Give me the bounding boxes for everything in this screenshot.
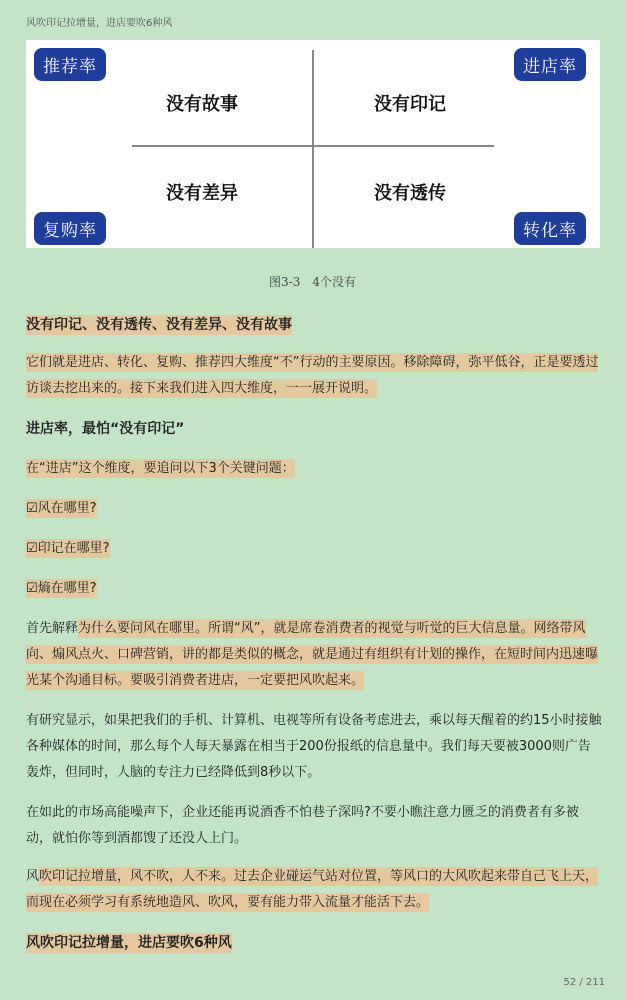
four-quadrant-figure: [26, 40, 600, 248]
checklist-item-wind-text: ☑风在哪里?: [26, 501, 97, 516]
checklist-item-entropy-text: ☑熵在哪里?: [26, 581, 97, 596]
quadrant-top-left: 没有故事: [166, 94, 238, 115]
checklist-item-entropy: [26, 576, 602, 602]
heading-four-nots: [26, 312, 602, 338]
heading-four-nots-text: 没有印记、没有透传、没有差异、没有故事: [26, 317, 292, 333]
vertical-divider: [312, 50, 314, 248]
paragraph-intro-text: 它们就是进店、转化、复购、推荐四大维度“不”行动的主要原因。移除障碍，弥平低谷，正是要透过访谈去挖出来的。接下来我们进入四大维度，一一展开说明。: [26, 355, 599, 396]
quadrant-bottom-left: 没有差异: [166, 183, 238, 204]
checklist-item-imprint-text: ☑印记在哪里?: [26, 541, 110, 556]
paragraph-wind-text: 为什么要问风在哪里。所谓“风”，就是席卷消费者的视觉与听觉的巨大信息量。网络带风向、煽风点火、口碑营销，讲的都是类似的概念，就是通过有组织有计划的操作，在短时间内迅速曝光某个沟通目标。要吸引消费者进店，一定要把风吹起来。: [26, 621, 599, 688]
horizontal-divider: [132, 145, 494, 147]
paragraph-intro: [26, 350, 602, 402]
badge-recommend-rate: 推荐率: [34, 48, 106, 81]
paragraph-research: 有研究显示，如果把我们的手机、计算机、电视等所有设备考虑进去，乘以每天醒着的约15小时接触各种媒体的时间，那么每个人每天暴露在相当于200份报纸的信息量中。我们每天要被3000则广告轰炸，但同时，人脑的专注力已经降低到8秒以下。: [26, 713, 602, 780]
paragraph-increment: [26, 864, 602, 916]
checklist-item-wind: [26, 496, 602, 522]
quadrant-bottom-right: 没有透传: [374, 183, 446, 204]
paragraph-questions-text: 在“进店”这个维度，要追问以下3个关键问题：: [26, 461, 295, 476]
badge-repurchase-rate: 复购率: [34, 212, 106, 245]
paragraph-noise: 在如此的市场高能噪声下，企业还能再说酒香不怕巷子深吗?不要小瞧注意力匮乏的消费者有多被动，就怕你等到酒都馊了还没人上门。: [26, 805, 579, 846]
figure-caption: 图3-3 4个没有: [269, 275, 356, 289]
paragraph-increment-lead: 风: [26, 869, 40, 884]
badge-conversion-rate: 转化率: [514, 212, 586, 245]
heading-six-winds-text: 风吹印记拉增量，进店要吹6种风: [26, 935, 232, 951]
checklist-item-imprint: [26, 536, 602, 562]
page-number: 52 / 211: [563, 977, 605, 988]
badge-visit-rate: 进店率: [514, 48, 586, 81]
paragraph-wind-lead: 首先解释: [26, 621, 79, 636]
paragraph-questions: [26, 456, 602, 482]
header-title: 风吹印记拉增量，进店要吹6种风: [26, 18, 173, 29]
quadrant-top-right: 没有印记: [374, 94, 446, 115]
paragraph-increment-text: 吹印记拉增量，风不吹，人不来。过去企业碰运气站对位置，等风口的大风吹起来带自己飞上天，而现在必须学习有系统地造风、吹风，要有能力带入流量才能活下去。: [26, 869, 599, 910]
heading-visit-rate: 进店率，最怕“没有印记”: [26, 421, 185, 437]
paragraph-wind: [26, 616, 602, 694]
heading-six-winds: [26, 930, 602, 956]
